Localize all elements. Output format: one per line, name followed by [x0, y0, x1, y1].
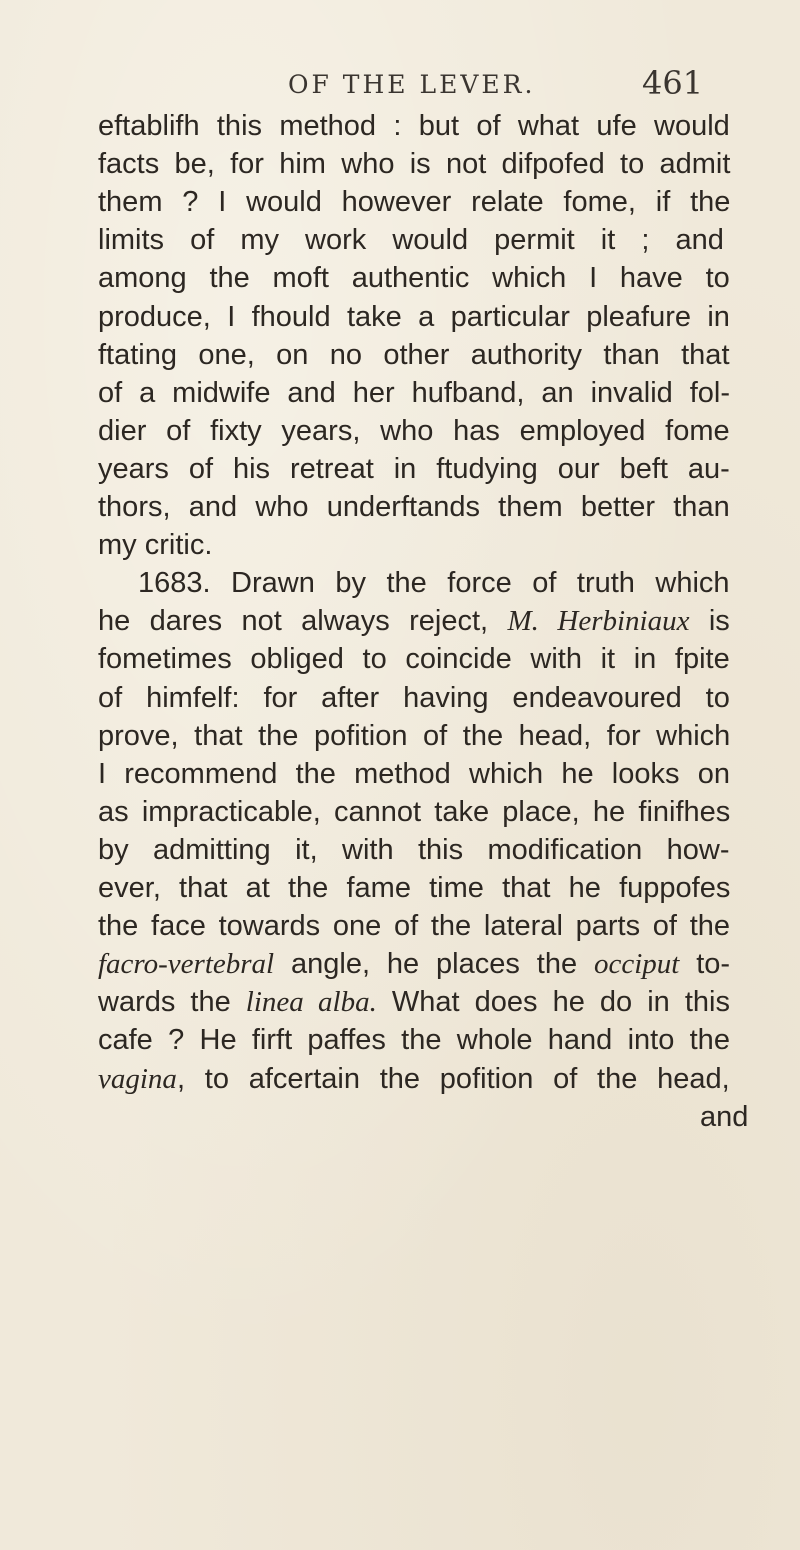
text-line [98, 872, 730, 905]
text-line [98, 643, 730, 676]
text-segment: 1683. Drawn by the force of truth which [138, 567, 730, 600]
text-line [98, 453, 730, 486]
text-segment: he dares not always reject, [98, 605, 508, 638]
text-line [98, 186, 730, 219]
text-line [98, 491, 730, 524]
italic-text: vagina [98, 1062, 177, 1095]
text-segment: by admitting it, with this modification how- [98, 833, 730, 866]
text-line [98, 720, 730, 753]
running-head [0, 60, 800, 100]
text-line [98, 796, 730, 829]
page-number: 461 [642, 64, 704, 102]
italic-text: occiput [593, 948, 680, 981]
text-line [98, 339, 730, 372]
text-segment: years of his retreat in ftudying our beft au- [98, 452, 730, 485]
italic-text: facro-vertebral [98, 948, 275, 981]
text-segment: facts be, for him who is not difpofed to admit [98, 148, 731, 181]
text-line [98, 1063, 730, 1096]
text-segment: What does he do in this [376, 986, 730, 1019]
text-segment: fometimes obliged to coincide with it in fpite [98, 643, 730, 676]
text-line [98, 910, 730, 943]
text-line [98, 948, 730, 981]
text-segment: among the moft authentic which I have to [98, 262, 730, 295]
text-line [98, 605, 730, 638]
italic-text: M. Herbiniaux [507, 605, 690, 638]
text-segment: angle, he places the [274, 948, 594, 981]
text-segment: is [689, 605, 730, 638]
text-line [98, 148, 730, 181]
italic-text: linea alba. [245, 986, 377, 1019]
text-segment: produce, I fhould take a particular pleafure in [98, 300, 730, 333]
text-line [98, 986, 730, 1019]
text-segment: wards the [98, 986, 246, 1019]
text-segment: of himfelf: for after having endeavoured to [98, 681, 730, 714]
text-segment: of a midwife and her hufband, an invalid fol- [98, 376, 731, 409]
text-segment: dier of fixty years, who has employed fome [98, 414, 730, 447]
text-line [98, 758, 730, 791]
text-line [98, 377, 730, 410]
text-segment: cafe ? He firft paffes the whole hand into the [98, 1024, 730, 1057]
text-segment: them ? I would however relate fome, if the [98, 186, 731, 219]
text-line [98, 224, 724, 257]
text-segment: ever, that at the fame time that he fuppofes [98, 872, 731, 904]
text-segment: to- [679, 948, 731, 981]
text-line [98, 1024, 730, 1057]
text-segment: limits of my work would permit it ; and [98, 224, 724, 257]
text-line [98, 301, 730, 334]
text-segment: ftating one, on no other authority than that [98, 338, 730, 371]
running-head-title: OF THE LEVER. [288, 70, 536, 99]
text-segment: the face towards one of the lateral parts of the [98, 910, 731, 943]
text-segment: my critic. [98, 529, 213, 562]
text-line [98, 415, 730, 448]
text-segment: I recommend the method which he looks on [98, 757, 730, 790]
text-line [98, 110, 730, 143]
text-line [98, 529, 212, 562]
text-line [98, 262, 730, 295]
text-line [98, 682, 730, 715]
text-segment: as impracticable, cannot take place, he finifhes [98, 795, 731, 828]
text-segment: prove, that the pofition of the head, for which [98, 719, 731, 752]
text-segment: , to afcertain the pofition of the head, [176, 1062, 730, 1095]
text-line [98, 834, 730, 867]
text-segment: eftablifh this method : but of what ufe would [98, 110, 730, 142]
text-segment: thors, and who underftands them better than [98, 491, 730, 523]
text-line [138, 567, 730, 600]
text-segment: and [700, 1100, 749, 1133]
text-line [700, 1101, 748, 1134]
